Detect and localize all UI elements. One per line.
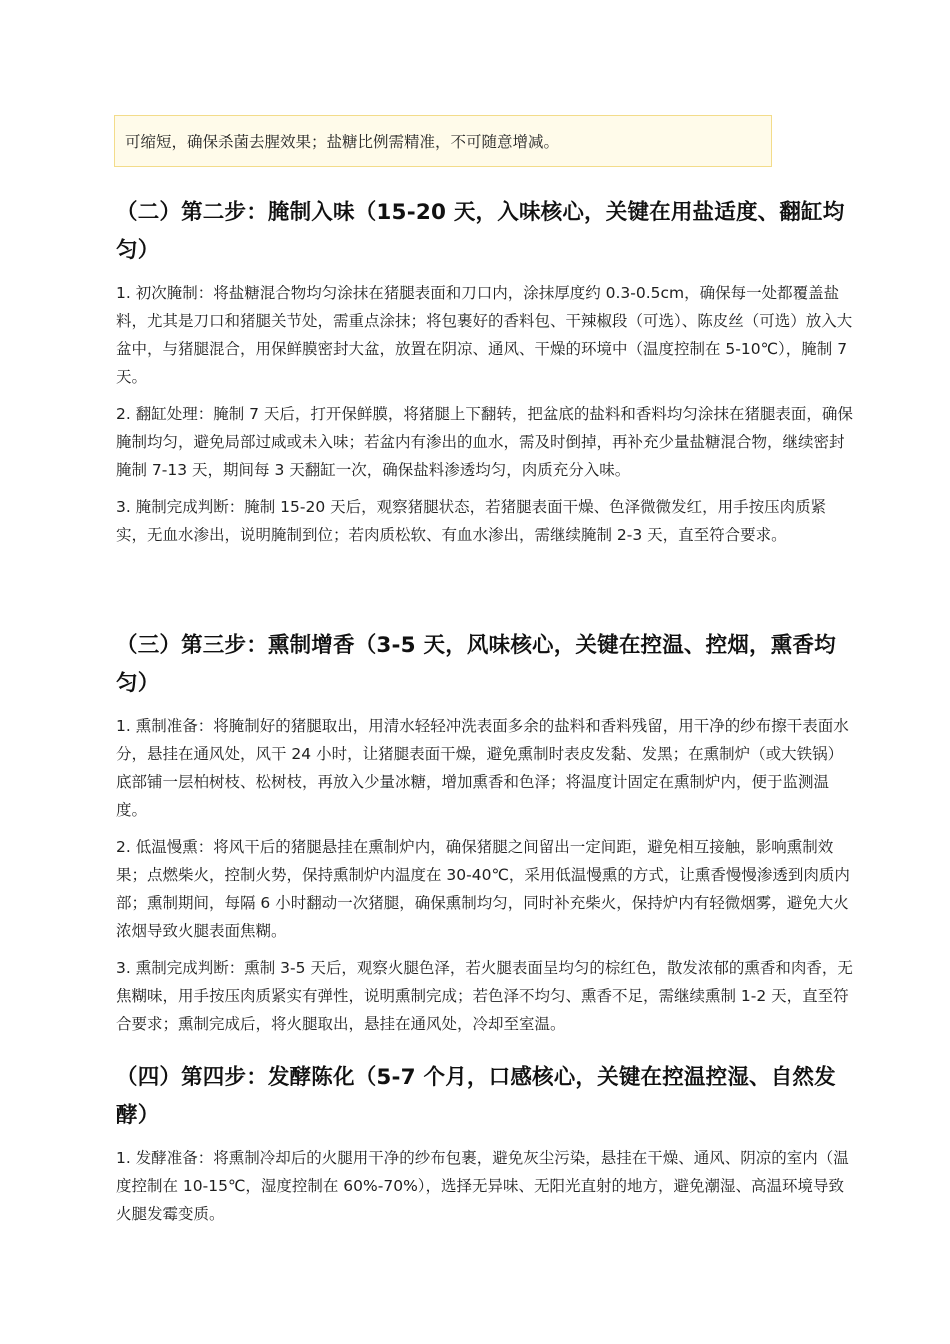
section-step-2 xyxy=(116,194,856,549)
section-step-3 xyxy=(116,627,856,1038)
paragraph: 1. 熏制准备：将腌制好的猪腿取出，用清水轻轻冲洗表面多余的盐料和香料残留，用干净的纱布擦干表面水分，悬挂在通风处，风干 24 小时，让猪腿表面干燥，避免熏制时表皮发黏、发黑；在熏制炉（或大铁锅）底部铺一层柏树枝、松树枝，再放入少量冰糖，增加熏香和色泽；将温度计固定在熏制炉内，便于监测温度。 xyxy=(116,717,849,819)
paragraph: 3. 熏制完成判断：熏制 3-5 天后，观察火腿色泽，若火腿表面呈均匀的棕红色，散发浓郁的熏香和肉香，无焦糊味，用手按压肉质紧实有弹性，说明熏制完成；若色泽不均匀、熏香不足，需继续熏制 1-2 天，直至符合要求；熏制完成后，将火腿取出，悬挂在通风处，冷却至室温。 xyxy=(116,959,853,1033)
paragraph: 2. 低温慢熏：将风干后的猪腿悬挂在熏制炉内，确保猪腿之间留出一定间距，避免相互接触，影响熏制效果；点燃柴火，控制火势，保持熏制炉内温度在 30-40℃，采用低温慢熏的方式，让熏香慢慢渗透到肉质内部；熏制期间，每隔 6 小时翻动一次猪腿，确保熏制均匀，同时补充柴火，保持炉内有轻微烟雾，避免大火浓烟导致火腿表面焦糊。 xyxy=(116,838,850,940)
section-heading: （四）第四步：发酵陈化（5-7 个月，口感核心，关键在控温控湿、自然发酵） xyxy=(116,1065,836,1128)
section-heading: （三）第三步：熏制增香（3-5 天，风味核心，关键在控温、控烟，熏香均匀） xyxy=(116,633,836,696)
paragraph: 3. 腌制完成判断：腌制 15-20 天后，观察猪腿状态，若猪腿表面干燥、色泽微微发红，用手按压肉质紧实，无血水渗出，说明腌制到位；若肉质松软、有血水渗出，需继续腌制 2-3 天，直至符合要求。 xyxy=(116,498,827,544)
section-heading: （二）第二步：腌制入味（15-20 天，入味核心，关键在用盐适度、翻缸均匀） xyxy=(116,200,845,263)
tip-text: 可缩短，确保杀菌去腥效果；盐糖比例需精准，不可随意增减。 xyxy=(125,133,560,151)
paragraph: 1. 初次腌制：将盐糖混合物均匀涂抹在猪腿表面和刀口内，涂抹厚度约 0.3-0.5cm，确保每一处都覆盖盐料，尤其是刀口和猪腿关节处，需重点涂抹；将包裹好的香料包、干辣椒段（可选）、陈皮丝（可选）放入大盆中，与猪腿混合，用保鲜膜密封大盆，放置在阴凉、通风、干燥的环境中（温度控制在 5-10℃），腌制 7 天。 xyxy=(116,284,853,386)
section-step-4 xyxy=(116,1059,856,1228)
tip-box xyxy=(114,115,772,167)
paragraph: 2. 翻缸处理：腌制 7 天后，打开保鲜膜，将猪腿上下翻转，把盆底的盐料和香料均匀涂抹在猪腿表面，确保腌制均匀，避免局部过咸或未入味；若盆内有渗出的血水，需及时倒掉，再补充少量盐糖混合物，继续密封腌制 7-13 天，期间每 3 天翻缸一次，确保盐料渗透均匀，肉质充分入味。 xyxy=(116,405,853,479)
paragraph: 1. 发酵准备：将熏制冷却后的火腿用干净的纱布包裹，避免灰尘污染，悬挂在干燥、通风、阴凉的室内（温度控制在 10-15℃，湿度控制在 60%-70%），选择无异味、无阳光直射的地方，避免潮湿、高温环境导致火腿发霉变质。 xyxy=(116,1149,849,1223)
